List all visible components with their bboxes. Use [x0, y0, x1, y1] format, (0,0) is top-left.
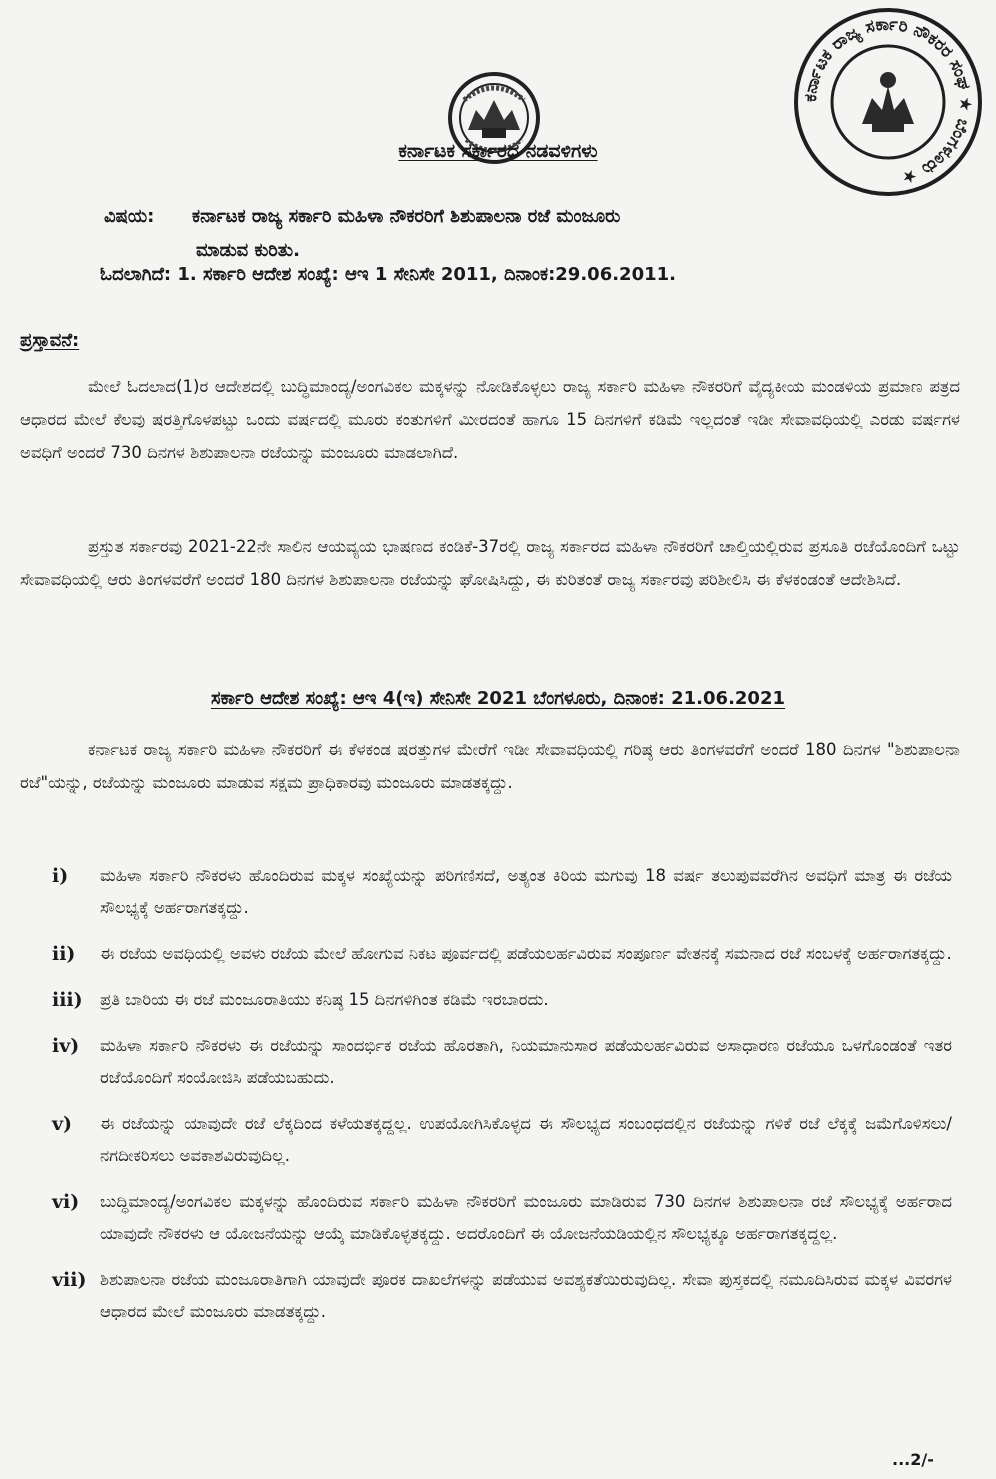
preamble-paragraph-2: ಪ್ರಸ್ತುತ ಸರ್ಕಾರವು 2021-22ನೇ ಸಾಲಿನ ಆಯವ್ಯಯ ಭಾಷಣದ ಕಂಡಿಕೆ-37ರಲ್ಲಿ ರಾಜ್ಯ ಸರ್ಕಾರದ ಮಹಿಳಾ ನೌಕರರಿಗೆ ಚಾಲ್ತಿಯಲ್ಲಿರುವ ಪ್ರಸೂತಿ ರಜೆಯೊಂದಿಗೆ ಒಟ್ಟು ಸೇವಾವಧಿಯಲ್ಲಿ ಆರು ತಿಂಗಳವರೆಗೆ ಅಂದರೆ 180 ದಿನಗಳ ಶಿಶುಪಾಲನಾ ರಜೆಯನ್ನು ಘೋಷಿಸಿದ್ದು, ಈ ಕುರಿತಂತೆ ರಾಜ್ಯ ಸರ್ಕಾರವು ಪರಿಶೀಲಿಸಿ ಈ ಕೆಳಕಂಡಂತೆ ಆದೇಶಿಸಿದೆ. — [20, 537, 960, 589]
association-seal-stamp — [792, 6, 984, 198]
subject-block — [104, 200, 864, 268]
list-item: ii) ಈ ರಜೆಯ ಅವಧಿಯಲ್ಲಿ ಅವಳು ರಜೆಯ ಮೇಲೆ ಹೋಗುವ ನಿಕಟ ಪೂರ್ವದಲ್ಲಿ ಪಡೆಯಲರ್ಹವಿರುವ ಸಂಪೂರ್ಣ ವೇತನಕ್ಕೆ ಸಮನಾದ ರಜೆ ಸಂಬಳಕ್ಕೆ ಅರ್ಹರಾಗತಕ್ಕದ್ದು. — [52, 943, 952, 965]
preamble-paragraph-1: ಮೇಲೆ ಓದಲಾದ(1)ರ ಆದೇಶದಲ್ಲಿ ಬುದ್ಧಿಮಾಂದ್ಯ/ಅಂಗವಿಕಲ ಮಕ್ಕಳನ್ನು ನೋಡಿಕೊಳ್ಳಲು ರಾಜ್ಯ ಸರ್ಕಾರಿ ಮಹಿಳಾ ನೌಕರರಿಗೆ ವೈದ್ಯಕೀಯ ಮಂಡಳಿಯ ಪ್ರಮಾಣ ಪತ್ರದ ಆಧಾರದ ಮೇಲೆ ಕೆಲವು ಷರತ್ತಿಗೊಳಪಟ್ಟು ಒಂದು ವರ್ಷದಲ್ಲಿ ಮೂರು ಕಂತುಗಳಿಗೆ ಮೀರದಂತೆ ಹಾಗೂ 15 ದಿನಗಳಿಗೆ ಕಡಿಮೆ ಇಲ್ಲದಂತೆ ಇಡೀ ಸೇವಾವಧಿಯಲ್ಲಿ ಎರಡು ವರ್ಷಗಳ ಅವಧಿಗೆ ಅಂದರೆ 730 ದಿನಗಳ ಶಿಶುಪಾಲನಾ ರಜೆಯನ್ನು ಮಂಜೂರು ಮಾಡಲಾಗಿದೆ. — [20, 377, 960, 462]
subject-line-2: ಮಾಡುವ ಕುರಿತು. — [196, 240, 300, 261]
list-item: vi) ಬುದ್ಧಿಮಾಂದ್ಯ/ಅಂಗವಿಕಲ ಮಕ್ಕಳನ್ನು ಹೊಂದಿರುವ ಸರ್ಕಾರಿ ಮಹಿಳಾ ನೌಕರರಿಗೆ ಮಂಜೂರು ಮಾಡಿರುವ 730 ದಿನಗಳ ಶಿಶುಪಾಲನಾ ರಜೆ ಸೌಲಭ್ಯಕ್ಕೆ ಅರ್ಹರಾದ ಯಾವುದೇ ನೌಕರಳು ಆ ಯೋಜನೆಯನ್ನು ಆಯ್ಕೆ ಮಾಡಿಕೊಳ್ಳತಕ್ಕದ್ದು. ಅದರೊಂದಿಗೆ ಈ ಯೋಜನೆಯಡಿಯಲ್ಲಿನ ಸೌಲಭ್ಯಕ್ಕೂ ಅರ್ಹರಾಗತಕ್ಕದ್ದಲ್ಲ. — [52, 1191, 952, 1243]
svg-text:ಕರ್ನಾಟಕ ರಾಜ್ಯ ಸರ್ಕಾರಿ ನೌಕರರ ಸಂ: ಕರ್ನಾಟಕ ರಾಜ್ಯ ಸರ್ಕಾರಿ ನೌಕರರ ಸಂಘ ★ ಬೆಂಗಳೂರು ★ — [800, 14, 976, 188]
list-item: iv) ಮಹಿಳಾ ಸರ್ಕಾರಿ ನೌಕರಳು ಈ ರಜೆಯನ್ನು ಸಾಂದರ್ಭಿಕ ರಜೆಯ ಹೊರತಾಗಿ, ನಿಯಮಾನುಸಾರ ಪಡೆಯಲರ್ಹವಿರುವ ಅಸಾಧಾರಣ ರಜೆಯೂ ಒಳಗೊಂಡಂತೆ ಇತರ ರಜೆಯೊಂದಿಗೆ ಸಂಯೋಜಿಸಿ ಪಡೆಯಬಹುದು. — [52, 1035, 952, 1087]
page-title: ಕರ್ನಾಟಕ ಸರ್ಕಾರದ ನಡವಳಿಗಳು — [398, 140, 598, 162]
read-reference: ಓದಲಾಗಿದೆ: 1. ಸರ್ಕಾರಿ ಆದೇಶ ಸಂಖ್ಯೆ: ಆಇ 1 ಸೇನಿಸೇ 2011, ದಿನಾಂಕ:29.06.2011. — [100, 264, 676, 285]
list-item: v) ಈ ರಜೆಯನ್ನು ಯಾವುದೇ ರಜೆ ಲೆಕ್ಕದಿಂದ ಕಳೆಯತಕ್ಕದ್ದಲ್ಲ. ಉಪಯೋಗಿಸಿಕೊಳ್ಳದ ಈ ಸೌಲಭ್ಯದ ಸಂಬಂಧದಲ್ಲಿನ ರಜೆಯನ್ನು ಗಳಿಕೆ ರಜೆ ಲೆಕ್ಕಕ್ಕೆ ಜಮೆಗೊಳಿಸಲು/ನಗದೀಕರಿಸಲು ಅವಕಾಶವಿರುವುದಿಲ್ಲ. — [52, 1113, 952, 1165]
subject-label: ವಿಷಯ: — [104, 206, 155, 227]
list-item: iii) ಪ್ರತಿ ಬಾರಿಯ ಈ ರಜೆ ಮಂಜೂರಾತಿಯು ಕನಿಷ್ಠ 15 ದಿನಗಳಿಗಿಂತ ಕಡಿಮೆ ಇರಬಾರದು. — [52, 989, 549, 1011]
list-item: i) ಮಹಿಳಾ ಸರ್ಕಾರಿ ನೌಕರಳು ಹೊಂದಿರುವ ಮಕ್ಕಳ ಸಂಖ್ಯೆಯನ್ನು ಪರಿಗಣಿಸದೆ, ಅತ್ಯಂತ ಕಿರಿಯ ಮಗುವು 18 ವರ್ಷ ತಲುಪುವವರೆಗಿನ ಅವಧಿಗೆ ಮಾತ್ರ ಈ ರಜೆಯ ಸೌಲಭ್ಯಕ್ಕೆ ಅರ್ಹರಾಗತಕ್ಕದ್ದು. — [52, 865, 952, 917]
order-heading: ಸರ್ಕಾರಿ ಆದೇಶ ಸಂಖ್ಯೆ: ಆಇ 4(ಇ) ಸೇನಿಸೇ 2021 ಬೆಂಗಳೂರು, ದಿನಾಂಕ: 21.06.2021 — [210, 688, 786, 709]
subject-line-1: ಕರ್ನಾಟಕ ರಾಜ್ಯ ಸರ್ಕಾರಿ ಮಹಿಳಾ ನೌಕರರಿಗೆ ಶಿಶುಪಾಲನಾ ರಜೆ ಮಂಜೂರು — [192, 206, 621, 227]
preamble-heading: ಪ್ರಸ್ತಾವನೆ: — [20, 330, 80, 351]
conditions-list — [52, 860, 952, 1342]
page-continuation-marker: ...2/- — [892, 1450, 934, 1469]
list-item: vii) ಶಿಶುಪಾಲನಾ ರಜೆಯ ಮಂಜೂರಾತಿಗಾಗಿ ಯಾವುದೇ ಪೂರಕ ದಾಖಲೆಗಳನ್ನು ಪಡೆಯುವ ಅವಶ್ಯಕತೆಯಿರುವುದಿಲ್ಲ. ಸೇವಾ ಪುಸ್ತಕದಲ್ಲಿ ನಮೂದಿಸಿರುವ ಮಕ್ಕಳ ವಿವರಗಳ ಆಧಾರದ ಮೇಲೆ ಮಂಜೂರು ಮಾಡತಕ್ಕದ್ದು. — [52, 1269, 952, 1321]
order-paragraph: ಕರ್ನಾಟಕ ರಾಜ್ಯ ಸರ್ಕಾರಿ ಮಹಿಳಾ ನೌಕರರಿಗೆ ಈ ಕೆಳಕಂಡ ಷರತ್ತುಗಳ ಮೇರೆಗೆ ಇಡೀ ಸೇವಾವಧಿಯಲ್ಲಿ ಗರಿಷ್ಠ ಆರು ತಿಂಗಳವರೆಗೆ ಅಂದರೆ 180 ದಿನಗಳ "ಶಿಶುಪಾಲನಾ ರಜೆ"ಯನ್ನು, ರಜೆಯನ್ನು ಮಂಜೂರು ಮಾಡುವ ಸಕ್ಷಮ ಪ್ರಾಧಿಕಾರವು ಮಂಜೂರು ಮಾಡತಕ್ಕದ್ದು. — [20, 740, 960, 792]
